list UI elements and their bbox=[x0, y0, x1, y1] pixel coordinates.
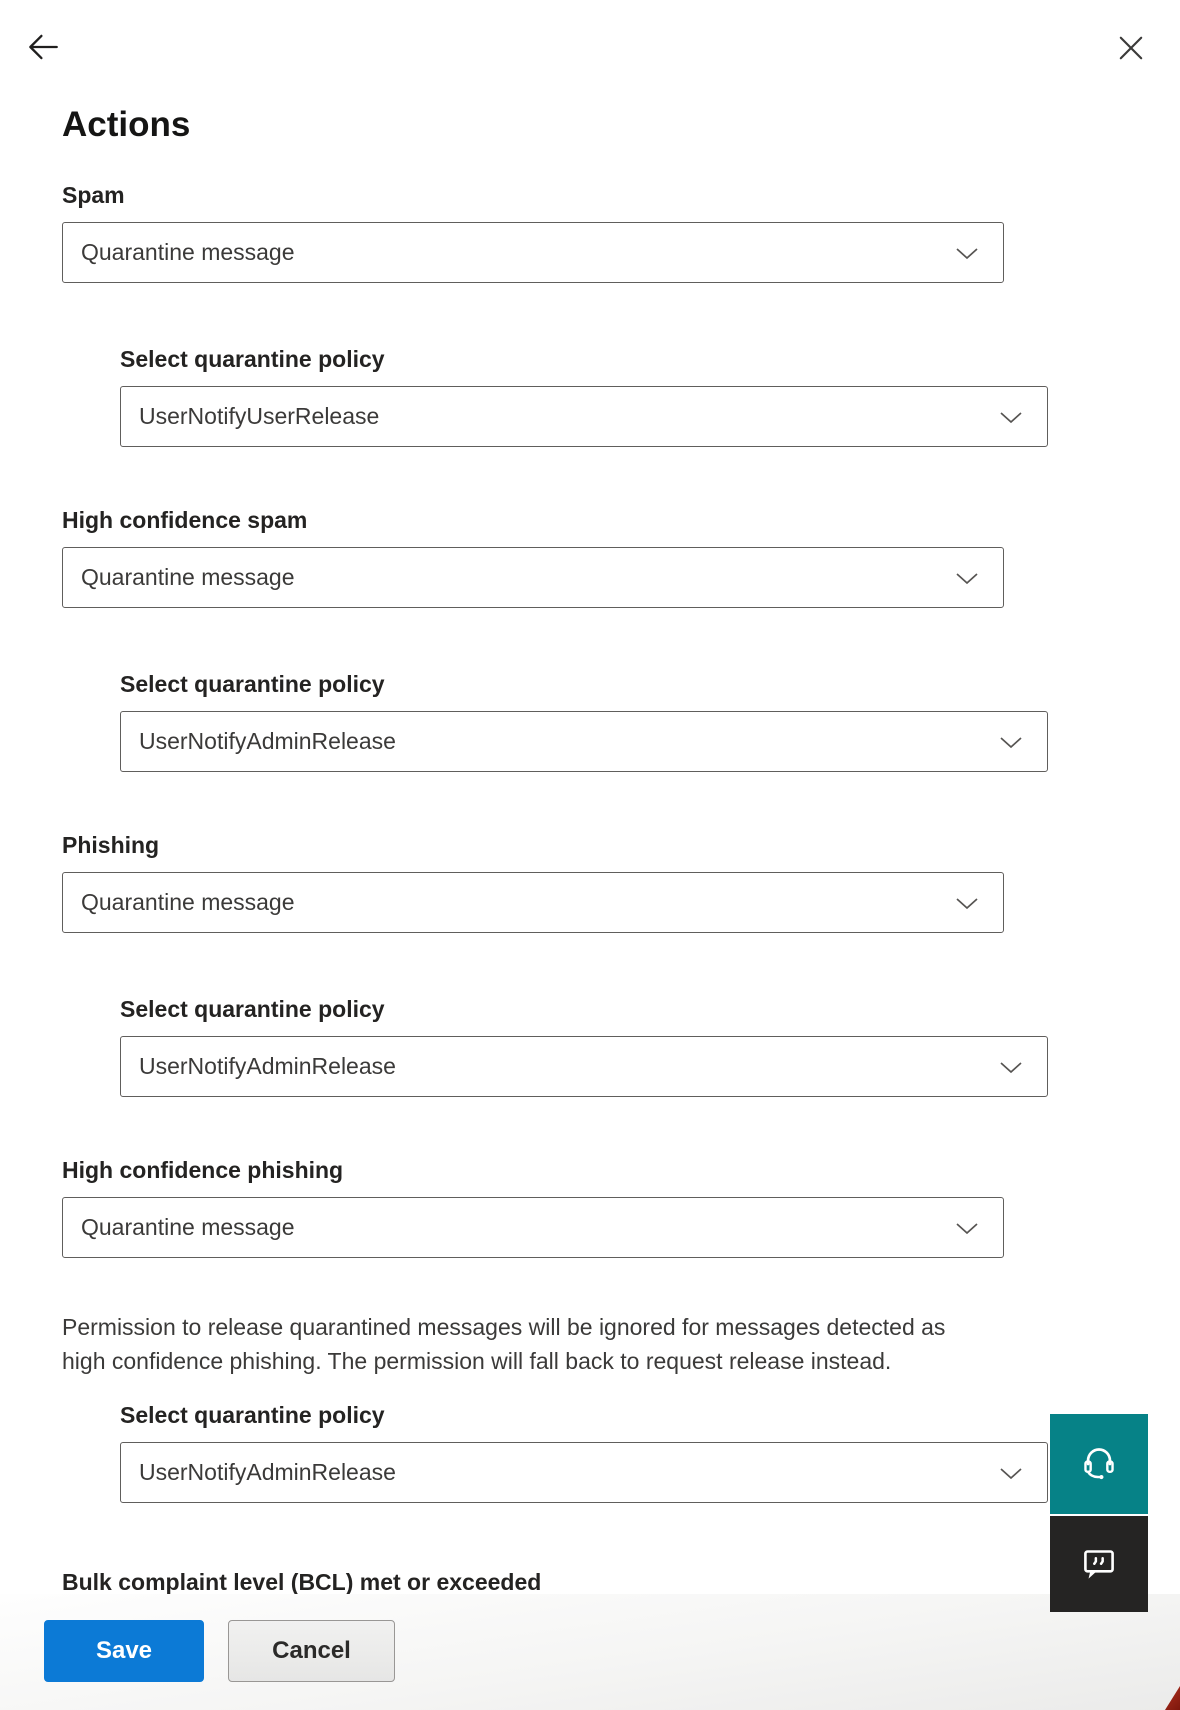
high-confidence-phishing-note bbox=[62, 1310, 1092, 1378]
chevron-down-icon bbox=[999, 736, 1023, 754]
spam-action-select[interactable] bbox=[62, 222, 1004, 283]
phishing-policy-value: UserNotifyAdminRelease bbox=[139, 1053, 396, 1079]
page-title: Actions bbox=[62, 105, 191, 144]
phishing-action-select[interactable] bbox=[62, 872, 1004, 933]
feedback-button[interactable] bbox=[1050, 1516, 1148, 1612]
chevron-down-icon bbox=[955, 572, 979, 590]
section-label-spam: Spam bbox=[62, 182, 125, 208]
cancel-button[interactable]: Cancel bbox=[228, 1620, 395, 1682]
chevron-down-icon bbox=[999, 411, 1023, 429]
high-confidence-phishing-policy-label: Select quarantine policy bbox=[120, 1402, 385, 1428]
spam-policy-label: Select quarantine policy bbox=[120, 346, 385, 372]
section-label-bulk-complaint-level: Bulk complaint level (BCL) met or exceeded bbox=[62, 1569, 542, 1594]
high-confidence-spam-policy-select[interactable] bbox=[120, 711, 1048, 772]
spam-policy-select[interactable] bbox=[120, 386, 1048, 447]
chat-feedback-icon bbox=[1076, 1540, 1122, 1589]
phishing-action-value: Quarantine message bbox=[81, 889, 295, 915]
section-label-high-confidence-spam: High confidence spam bbox=[62, 507, 308, 533]
spam-action-value: Quarantine message bbox=[81, 239, 295, 265]
chevron-down-icon bbox=[955, 897, 979, 915]
phishing-policy-select[interactable] bbox=[120, 1036, 1048, 1097]
help-support-button[interactable] bbox=[1050, 1414, 1148, 1514]
high-confidence-phishing-policy-value: UserNotifyAdminRelease bbox=[139, 1459, 396, 1485]
high-confidence-phishing-action-value: Quarantine message bbox=[81, 1214, 295, 1240]
note-line-1: Permission to release quarantined messages will be ignored for messages detected as bbox=[62, 1314, 946, 1340]
footer-bar bbox=[0, 1594, 1180, 1710]
high-confidence-phishing-policy-select[interactable] bbox=[120, 1442, 1048, 1503]
chevron-down-icon bbox=[999, 1467, 1023, 1485]
high-confidence-phishing-action-select[interactable] bbox=[62, 1197, 1004, 1258]
high-confidence-spam-action-select[interactable] bbox=[62, 547, 1004, 608]
note-line-2: high confidence phishing. The permission will fall back to request release instead. bbox=[62, 1348, 892, 1374]
section-label-high-confidence-phishing: High confidence phishing bbox=[62, 1157, 344, 1183]
high-confidence-spam-policy-value: UserNotifyAdminRelease bbox=[139, 728, 396, 754]
chevron-down-icon bbox=[955, 1222, 979, 1240]
chevron-down-icon bbox=[955, 247, 979, 265]
chevron-down-icon bbox=[999, 1061, 1023, 1079]
section-label-phishing: Phishing bbox=[62, 832, 160, 858]
headset-icon bbox=[1074, 1437, 1124, 1492]
high-confidence-spam-action-value: Quarantine message bbox=[81, 564, 295, 590]
phishing-policy-label: Select quarantine policy bbox=[120, 996, 385, 1022]
high-confidence-spam-policy-label: Select quarantine policy bbox=[120, 671, 385, 697]
spam-policy-value: UserNotifyUserRelease bbox=[139, 403, 380, 429]
save-button[interactable]: Save bbox=[44, 1620, 204, 1682]
